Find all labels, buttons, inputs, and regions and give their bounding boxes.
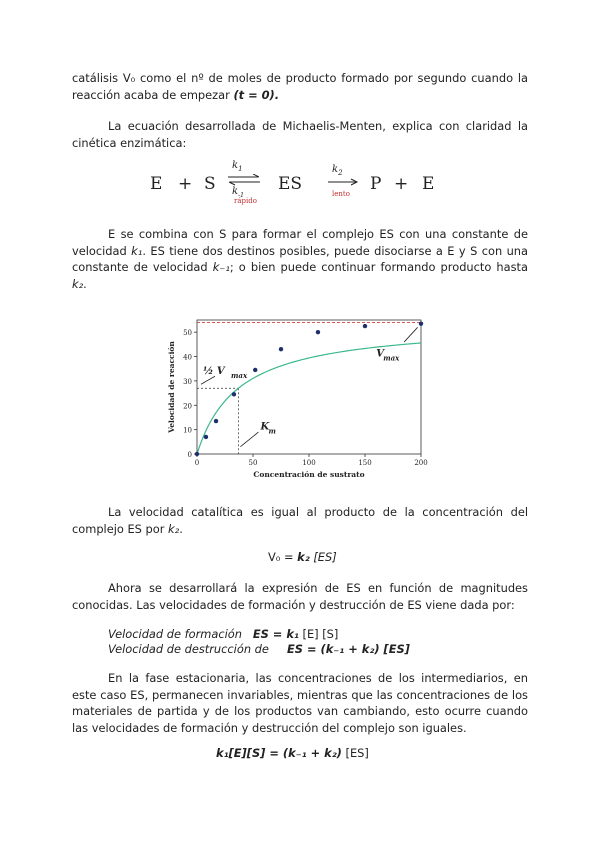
x-tick-label: 100: [302, 459, 316, 467]
data-point: [204, 435, 208, 439]
formation-rate: Velocidad de formación ES = k₁ [E] [S]: [108, 627, 339, 641]
km-annotation-sub: m: [268, 426, 276, 436]
michaelis-menten-chart: [165, 312, 440, 487]
steady-state-equation: k₁[E][S] = (k₋₁ + k₂) [ES]: [216, 746, 369, 760]
data-point: [316, 330, 320, 334]
y-tick-label: 30: [183, 377, 192, 386]
half-vmax-annotation-sub: max: [231, 371, 248, 381]
half-vmax-annotation: ½ V: [203, 366, 225, 378]
data-point: [253, 368, 257, 372]
x-tick-label: 0: [194, 459, 200, 467]
x-tick-label: 50: [248, 459, 258, 467]
vmax-annotation: V: [376, 348, 384, 360]
eq-k-minus-1: $k_{-1}$: [232, 186, 244, 199]
eq-P: P: [370, 174, 382, 194]
eq-k1: $k_1$: [232, 160, 243, 173]
paragraph-1-time: (t = 0).: [233, 87, 280, 102]
km-pointer: [240, 432, 258, 447]
paragraph-5: Ahora se desarrollará la expresión de ES en función de magnitudes conocidas. Las velocidades de formación y destrucción de ES viene dada por:: [72, 581, 528, 612]
paragraph-1: [72, 70, 528, 103]
data-point: [232, 392, 236, 396]
y-axis-label: Velocidad de reacción: [167, 341, 176, 433]
km-annotation: K: [260, 421, 270, 433]
eq-forward-arrow: [326, 178, 360, 186]
half-vmax-pointer: [201, 376, 215, 384]
vmax-pointer: [404, 327, 417, 342]
eq-plus: +: [178, 174, 193, 194]
eq-E: E: [150, 174, 163, 194]
vmax-annotation-sub: max: [383, 353, 400, 363]
eq-k2: $k_2$: [332, 164, 343, 177]
y-tick-label: 50: [183, 329, 192, 338]
paragraph-3: E se combina con S para formar el complejo ES con una constante de velocidad k₁. ES tiene dos destinos posibles, puede disociarse a E y S con una constante de velocidad k₋₁; o bien puede continuar formando producto hasta k₂.: [72, 227, 528, 291]
michaelis-menten-equation: [150, 160, 450, 208]
v0-equation: V₀ = k₂ [ES]: [268, 550, 337, 564]
eq-plus-2: +: [394, 174, 409, 194]
x-tick-label: 150: [358, 459, 372, 467]
eq-fast-label: rápido: [234, 197, 257, 205]
paragraph-2: La ecuación desarrollada de Michaelis-Menten, explica con claridad la cinética enzimática:: [72, 119, 528, 150]
y-tick-label: 40: [183, 353, 192, 362]
y-tick-label: 10: [183, 426, 192, 435]
data-point: [214, 419, 218, 423]
data-point: [419, 321, 423, 325]
x-axis-label: Concentración de sustrato: [253, 470, 365, 479]
y-tick-label: 20: [183, 402, 192, 411]
paragraph-4: La velocidad catalítica es igual al producto de la concentración del complejo ES por k₂.: [72, 505, 528, 536]
data-point: [363, 324, 367, 328]
eq-equilibrium-arrows: [226, 174, 262, 186]
eq-S: S: [204, 174, 216, 194]
x-tick-label: 200: [414, 459, 428, 467]
y-tick-label: 0: [187, 451, 192, 459]
paragraph-1-text: catálisis V₀ como el nº de moles de producto formado por segundo cuando la reacción acaba de empezar: [72, 71, 528, 102]
eq-slow-label: lento: [332, 190, 350, 198]
destruction-rate: Velocidad de destrucción de ES = (k₋₁ + k₂) [ES]: [108, 642, 410, 656]
eq-E-2: E: [422, 174, 435, 194]
data-point: [195, 452, 199, 456]
paragraph-6: En la fase estacionaria, las concentraciones de los intermediarios, en este caso ES, permanecen invariables, mientras que las concentraciones de los materiales de partida y de los productos van cambiando, esto ocurre cuando las velocidades de formación y destrucción del complejo son iguales.: [72, 671, 528, 735]
eq-ES: ES: [278, 174, 303, 194]
data-point: [279, 347, 283, 351]
plot-frame: [197, 320, 421, 454]
